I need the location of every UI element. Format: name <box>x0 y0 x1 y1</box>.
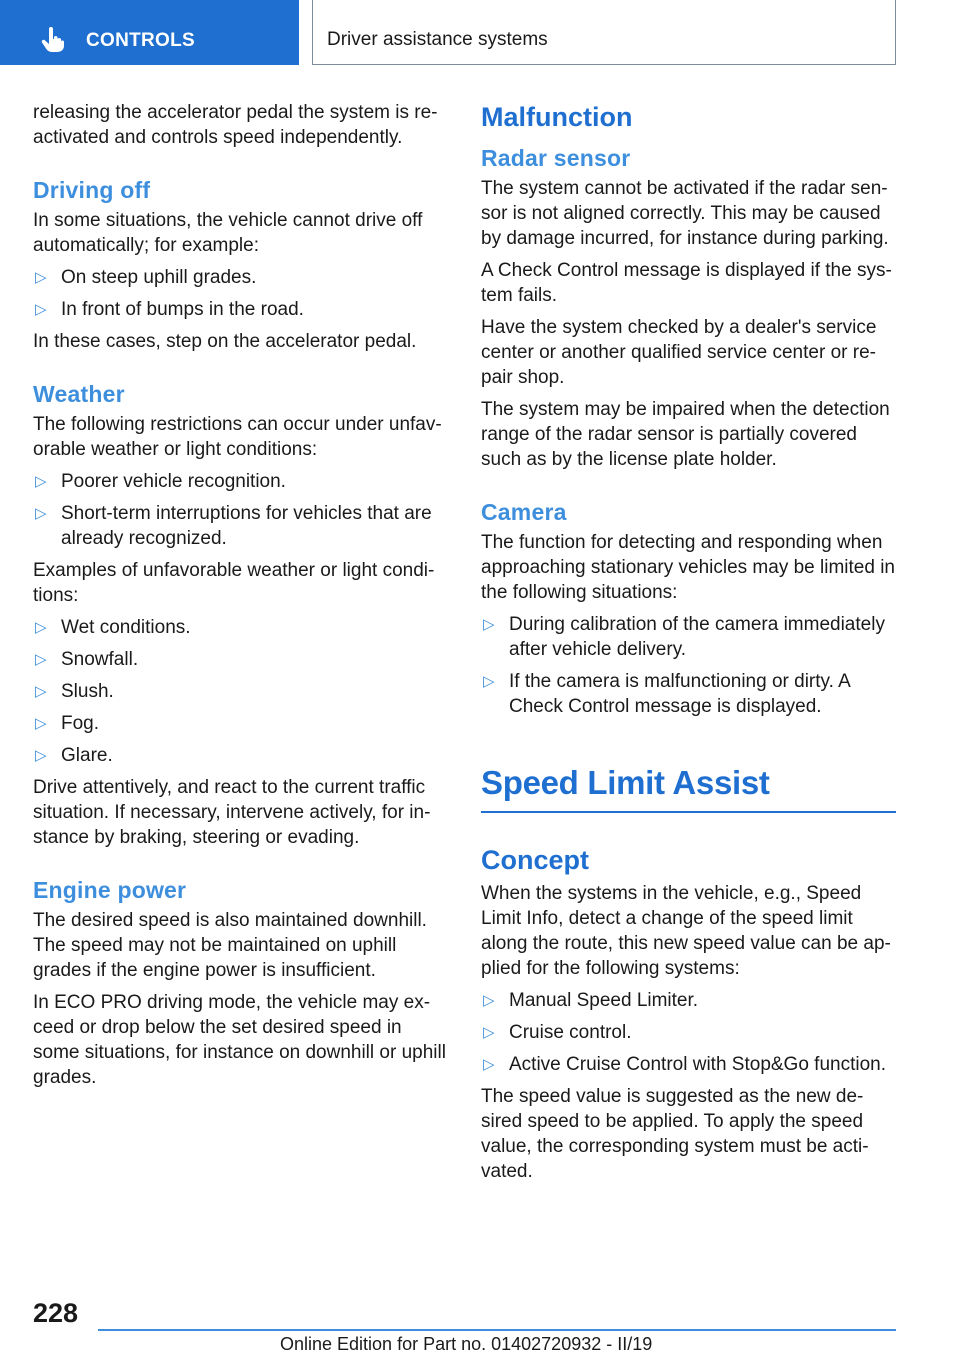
list-item: ▷ Manual Speed Limiter. <box>483 990 699 1011</box>
malfunction-heading: Malfunction <box>481 102 633 132</box>
right-column <box>481 100 896 1191</box>
list-item: ▷ Glare. <box>35 745 113 766</box>
triangle-bullet-icon: ▷ <box>35 747 47 764</box>
weather-list <box>33 469 448 551</box>
weather-text: The following restrictions can occur under unfav-orable weather or light conditions: <box>33 414 442 460</box>
list-item: ▷ Cruise control. <box>483 1022 632 1043</box>
weather-after: Drive attentively, and react to the current traffic situation. If necessary, intervene actively, for in-stance by braking, steering or evading. <box>33 777 431 848</box>
triangle-bullet-icon: ▷ <box>35 683 47 700</box>
triangle-bullet-icon: ▷ <box>483 992 495 1009</box>
weather-heading: Weather <box>33 381 125 407</box>
driving-off-after: In these cases, step on the accelerator pedal. <box>33 331 417 352</box>
triangle-bullet-icon: ▷ <box>35 269 47 286</box>
triangle-bullet-icon: ▷ <box>35 715 47 732</box>
engine-power-text-2: In ECO PRO driving mode, the vehicle may ex-ceed or drop below the set desired speed in some situations, for instance on downhill or uphill grades. <box>33 992 446 1088</box>
radar-text-4: The system may be impaired when the detection range of the radar sensor is partially covered such as by the license plate holder. <box>481 399 890 470</box>
pointing-hand-icon <box>40 27 66 53</box>
concept-text: When the systems in the vehicle, e.g., Speed Limit Info, detect a change of the speed limit along the route, this new speed value can be ap-plied for the following systems: <box>481 883 891 979</box>
weather-examples: Examples of unfavorable weather or light condi-tions: <box>33 560 435 606</box>
edition-text: Online Edition for Part no. 01402720932 - II/19 <box>280 1334 653 1354</box>
weather-examples-list <box>33 615 448 768</box>
triangle-bullet-icon: ▷ <box>35 619 47 636</box>
radar-text-3: Have the system checked by a dealer's service center or another qualified service center or re-pair shop. <box>481 317 877 388</box>
concept-after: The speed value is suggested as the new de-sired speed to be applied. To apply the speed value, the corresponding system must be acti-vated. <box>481 1086 869 1182</box>
driving-off-text: In some situations, the vehicle cannot drive off automatically; for example: <box>33 210 423 256</box>
section-label: Driver assistance systems <box>327 29 548 50</box>
list-item: ▷ Active Cruise Control with Stop&Go function. <box>483 1054 887 1075</box>
footer-divider <box>98 1329 896 1331</box>
triangle-bullet-icon: ▷ <box>35 473 47 490</box>
triangle-bullet-icon: ▷ <box>483 673 495 690</box>
triangle-bullet-icon: ▷ <box>483 1024 495 1041</box>
triangle-bullet-icon: ▷ <box>35 505 47 522</box>
list-item: ▷ Snowfall. <box>35 649 139 670</box>
list-item: ▷ In front of bumps in the road. <box>35 299 304 320</box>
left-column <box>33 100 448 1097</box>
radar-sensor-heading: Radar sensor <box>481 145 631 171</box>
radar-text-1: The system cannot be activated if the radar sen-sor is not aligned correctly. This may be caused by damage incurred, for instance during parking. <box>481 178 889 249</box>
intro-text: releasing the accelerator pedal the system is re-activated and controls speed independently. <box>33 102 438 148</box>
list-item: ▷ During calibration of the camera immediately after vehicle delivery. <box>483 614 885 660</box>
engine-power-heading: Engine power <box>33 877 187 903</box>
chapter-tab <box>0 0 299 65</box>
list-item: ▷ Short-term interruptions for vehicles that are already recognized. <box>35 503 432 549</box>
list-item: ▷ Wet conditions. <box>35 617 191 638</box>
concept-heading: Concept <box>481 845 589 875</box>
section-header <box>312 0 896 65</box>
camera-list <box>481 612 896 719</box>
camera-text: The function for detecting and responding when approaching stationary vehicles may be limited in the following situations: <box>481 532 895 603</box>
concept-list <box>481 988 896 1077</box>
driving-off-heading: Driving off <box>33 177 151 203</box>
speed-limit-assist-heading: Speed Limit Assist <box>481 763 896 813</box>
triangle-bullet-icon: ▷ <box>483 1056 495 1073</box>
radar-text-2: A Check Control message is displayed if the sys-tem fails. <box>481 260 892 306</box>
triangle-bullet-icon: ▷ <box>35 651 47 668</box>
list-item: ▷ Fog. <box>35 713 100 734</box>
triangle-bullet-icon: ▷ <box>483 616 495 633</box>
list-item: ▷ Slush. <box>35 681 114 702</box>
engine-power-text-1: The desired speed is also maintained downhill. The speed may not be maintained on uphill grades if the engine power is insufficient. <box>33 910 427 981</box>
chapter-label: CONTROLS <box>86 30 196 51</box>
list-item: ▷ On steep uphill grades. <box>35 267 257 288</box>
camera-heading: Camera <box>481 499 567 525</box>
triangle-bullet-icon: ▷ <box>35 301 47 318</box>
list-item: ▷ Poorer vehicle recognition. <box>35 471 286 492</box>
page-number: 228 <box>33 1298 79 1328</box>
list-item: ▷ If the camera is malfunctioning or dirty. A Check Control message is displayed. <box>483 671 850 717</box>
footer-edition <box>280 1334 652 1355</box>
driving-off-list <box>33 265 448 322</box>
